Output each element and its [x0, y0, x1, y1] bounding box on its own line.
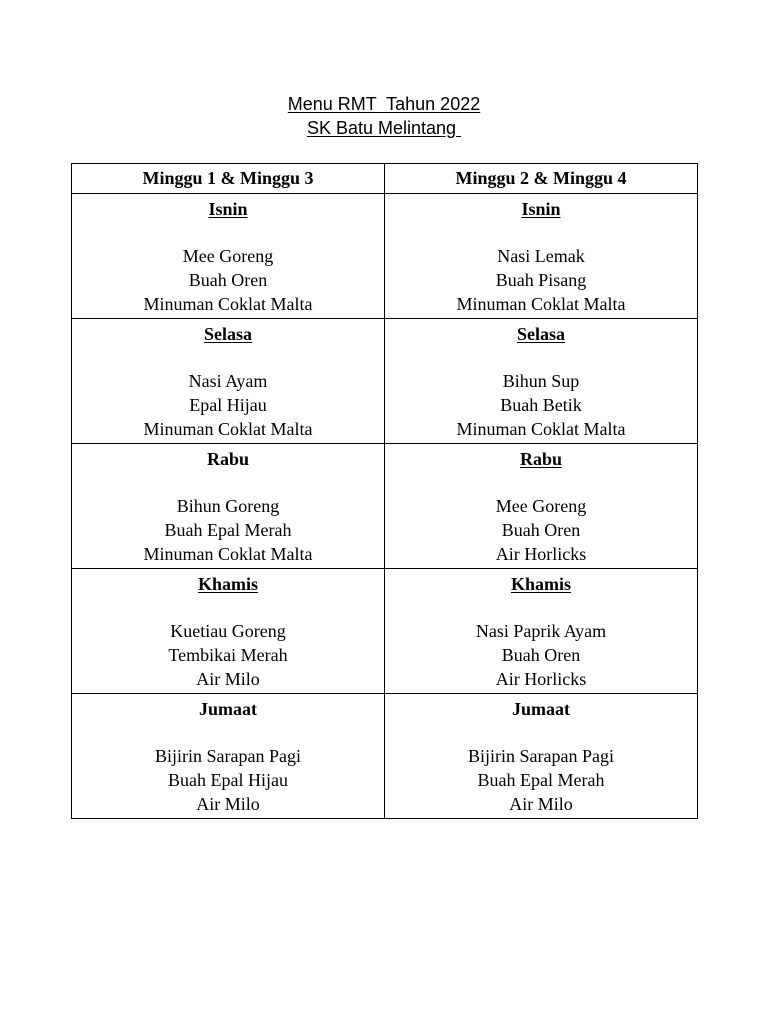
title-text: Menu RMT Tahun 2022	[287, 94, 481, 114]
menu-cell	[72, 694, 385, 819]
menu-cell	[385, 194, 698, 319]
day-label: Selasa	[516, 324, 565, 344]
day-label: Jumaat	[512, 699, 570, 719]
menu-item: Air Milo	[196, 669, 260, 689]
day-label: Khamis	[197, 574, 258, 594]
menu-cell	[72, 444, 385, 569]
menu-item: Bijirin Sarapan Pagi	[155, 746, 301, 766]
menu-item: Minuman Coklat Malta	[143, 294, 313, 314]
day-label: Selasa	[203, 324, 252, 344]
day-label: Rabu	[206, 449, 250, 469]
day-label: Rabu	[519, 449, 563, 469]
title-line-1	[0, 92, 768, 116]
menu-item: Buah Oren	[501, 520, 581, 540]
menu-item: Nasi Lemak	[497, 246, 585, 266]
menu-cell	[72, 194, 385, 319]
day-label: Isnin	[208, 199, 248, 219]
menu-item: Minuman Coklat Malta	[143, 544, 313, 564]
menu-cell	[72, 319, 385, 444]
menu-item: Epal Hijau	[189, 395, 267, 415]
table-row	[72, 569, 698, 694]
column-header-weeks-1-3: Minggu 1 & Minggu 3	[72, 164, 385, 194]
menu-item: Buah Pisang	[495, 270, 587, 290]
column-header-weeks-2-4: Minggu 2 & Minggu 4	[385, 164, 698, 194]
menu-item: Buah Oren	[501, 645, 581, 665]
menu-item: Minuman Coklat Malta	[143, 419, 313, 439]
menu-table	[71, 163, 698, 819]
menu-item: Buah Epal Hijau	[168, 770, 288, 790]
table-row	[72, 194, 698, 319]
table-row	[72, 444, 698, 569]
menu-item: Bijirin Sarapan Pagi	[468, 746, 614, 766]
menu-item: Buah Epal Merah	[477, 770, 605, 790]
menu-item: Air Horlicks	[495, 669, 587, 689]
table-row	[72, 694, 698, 819]
table-row	[72, 319, 698, 444]
menu-item: Mee Goreng	[495, 496, 587, 516]
menu-item: Air Horlicks	[495, 544, 587, 564]
menu-cell	[72, 569, 385, 694]
menu-item: Bihun Goreng	[176, 496, 280, 516]
menu-item: Bihun Sup	[502, 371, 580, 391]
menu-item: Nasi Ayam	[188, 371, 268, 391]
menu-item: Tembikai Merah	[168, 645, 288, 665]
document-title	[0, 92, 768, 140]
day-label: Jumaat	[199, 699, 257, 719]
menu-item: Air Milo	[509, 794, 573, 814]
menu-item: Buah Oren	[188, 270, 268, 290]
school-name: SK Batu Melintang	[306, 118, 462, 138]
menu-item: Air Milo	[196, 794, 260, 814]
menu-item: Minuman Coklat Malta	[456, 294, 626, 314]
header-row	[72, 164, 698, 194]
menu-item: Buah Betik	[500, 395, 582, 415]
menu-item: Mee Goreng	[182, 246, 274, 266]
menu-item: Nasi Paprik Ayam	[475, 621, 607, 641]
menu-cell	[385, 694, 698, 819]
menu-item: Buah Epal Merah	[164, 520, 292, 540]
title-line-2	[0, 116, 768, 140]
menu-item: Kuetiau Goreng	[170, 621, 286, 641]
day-label: Khamis	[510, 574, 571, 594]
menu-cell	[385, 319, 698, 444]
menu-item: Minuman Coklat Malta	[456, 419, 626, 439]
day-label: Isnin	[521, 199, 561, 219]
menu-cell	[385, 444, 698, 569]
menu-cell	[385, 569, 698, 694]
